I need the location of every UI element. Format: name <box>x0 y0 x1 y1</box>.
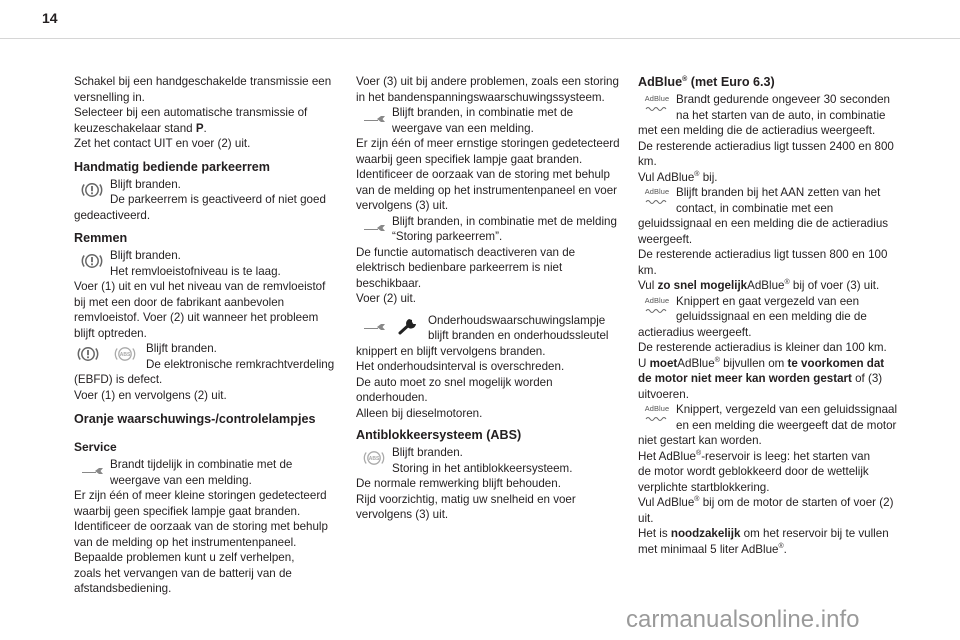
bold-text: de motor niet meer kan worden gestart <box>638 372 852 385</box>
svg-text:ABS: ABS <box>119 352 131 358</box>
registered-mark: ® <box>694 496 700 504</box>
intro-line: versnelling in. <box>74 90 145 104</box>
parking-brake-text <box>110 177 326 208</box>
intro-dot: . <box>203 121 207 135</box>
text-line <box>638 356 906 372</box>
text-line: Identificeer de oorzaak van de storing met behulp <box>356 168 610 181</box>
adblue-entry-3 <box>638 294 906 325</box>
text-line <box>638 526 906 542</box>
text-line: km. <box>638 155 657 168</box>
text-line: waarbij geen specifiek lampje gaat branden. <box>74 504 301 518</box>
maintenance-text <box>428 313 608 344</box>
text-line: Blijft branden, in combinatie met de <box>392 106 574 119</box>
service-severe-text <box>392 105 573 136</box>
text-line: “Storing parkeerrem”. <box>392 230 503 243</box>
text-line: Onderhoudswaarschuwingslampje <box>428 313 606 327</box>
text: AdBlue <box>747 279 785 292</box>
intro-text: keuzeschakelaar stand <box>74 121 196 135</box>
text-line: weergeeft. <box>638 232 693 246</box>
text-line <box>638 495 906 511</box>
text-line: uit. <box>638 511 654 525</box>
brake-fluid-entry <box>74 248 346 279</box>
parking-brake-heading: Handmatig bediende parkeerrem <box>74 159 270 174</box>
text-line: actieradius weergeeft. <box>638 325 752 339</box>
text-line: Blijft branden. <box>146 342 217 355</box>
abs-icon <box>115 348 134 360</box>
ebfd-text <box>146 341 334 372</box>
text-line: Knippert, vergezeld van een geluidssignaal <box>676 403 898 416</box>
column-2 <box>356 74 628 523</box>
text: met minimaal 5 liter AdBlue <box>638 542 779 556</box>
text-line: bij met een door de fabrikant aanbevolen <box>74 295 285 309</box>
text-line: De elektronische remkrachtverdeling <box>146 357 335 371</box>
text-line <box>638 278 906 294</box>
adblue-heading <box>638 74 906 90</box>
text-line: blijft optreden. <box>74 326 147 340</box>
text-line: remvloeistof. Voer (2) uit wanneer het probleem <box>74 311 319 324</box>
text: . <box>783 542 787 556</box>
text-line: De resterende actieradius ligt tussen 800 en 100 <box>638 248 888 261</box>
text-line: geluidssignaal en een melding die de <box>676 310 867 323</box>
text-line: afstandsbediening. <box>74 582 172 595</box>
intro-line: Zet het contact UIT en voer (2) uit. <box>74 137 251 150</box>
text: bij. <box>699 170 718 184</box>
wrench-icon <box>356 106 392 130</box>
brake-warning-icon <box>74 178 110 202</box>
text-line: waarbij geen specifiek lampje gaat branden. <box>356 152 583 166</box>
text-line: de motor wordt geblokkeerd door de wettelijk <box>638 465 869 478</box>
wrench-icon <box>356 215 392 239</box>
gear-position: P <box>195 121 204 135</box>
registered-mark: ® <box>696 449 702 457</box>
text-line: vervolgens (3) uit. <box>356 508 449 521</box>
registered-mark: ® <box>694 170 700 178</box>
text-line: Blijft branden. <box>110 249 181 262</box>
text-line: niet gestart kan worden. <box>638 434 762 447</box>
service-severe-entry <box>356 105 628 136</box>
abs-text <box>392 445 572 476</box>
text-line: contact, in combinatie met een <box>676 201 834 215</box>
adblue-entry-3-text <box>676 294 867 325</box>
adblue-icon <box>638 404 676 421</box>
abs-heading: Antiblokkeersysteem (ABS) <box>356 428 522 442</box>
text: of (3) <box>851 372 883 385</box>
text-line: weergave van een melding. <box>392 121 534 135</box>
parking-fault-text <box>392 214 617 245</box>
text-line: knippert en blijft vervolgens branden. <box>356 344 546 358</box>
abs-icon <box>356 446 392 470</box>
text-line: De parkeerrem is geactiveerd of niet goed <box>110 193 326 206</box>
adblue-icon <box>638 296 676 313</box>
text-line: (EBFD) is defect. <box>74 373 163 386</box>
text: Vul <box>638 279 658 292</box>
text-line: Identificeer de oorzaak van de storing met behulp <box>74 520 328 533</box>
text-line: Rijd voorzichtig, matig uw snelheid en voer <box>356 492 576 506</box>
text-line: Er zijn één of meer kleine storingen gedetecteerd <box>74 489 327 502</box>
registered-mark: ® <box>778 542 784 550</box>
brake-fluid-text <box>110 248 281 279</box>
text-line: zoals het vervangen van de batterij van de <box>74 566 292 580</box>
text-line: blijft branden en onderhoudssleutel <box>428 329 609 342</box>
adblue-icon-label: AdBlue <box>644 187 670 196</box>
text-line: na het starten van de auto, in combinatie <box>676 108 886 122</box>
service-key-icon <box>400 319 416 333</box>
text-line: De functie automatisch deactiveren van de <box>356 245 576 259</box>
adblue-icon-label: AdBlue <box>644 404 670 413</box>
bold-text: moet <box>649 356 678 370</box>
heading-text: (met Euro 6.3) <box>687 75 775 89</box>
text-line: in het bandenspanningswaarschuwingssysteem. <box>356 90 605 104</box>
bold-text: te voorkomen dat <box>787 356 885 370</box>
text: bij of voer (3) uit. <box>789 279 880 292</box>
adblue-icon <box>638 187 676 204</box>
intro-line <box>74 121 346 137</box>
adblue-icon-label: AdBlue <box>644 295 670 305</box>
heading-text: AdBlue <box>638 75 683 89</box>
abs-entry <box>356 445 628 476</box>
text-line: Voer (1) uit en vul het niveau van de remvloeistof <box>74 280 326 293</box>
adblue-entry-2 <box>638 185 906 216</box>
text: Het AdBlue <box>638 449 697 463</box>
text-line: Brandt gedurende ongeveer 30 seconden <box>676 93 891 106</box>
text-line: Alleen bij dieselmotoren. <box>356 406 483 420</box>
text-line: Storing in het antiblokkeersysteem. <box>392 461 573 475</box>
page-number: 14 <box>42 10 58 26</box>
text-line: De resterende actieradius ligt tussen 2400 en 800 <box>638 139 894 153</box>
text-line: Blijft branden. <box>110 177 181 191</box>
intro-line: Selecteer bij een automatische transmissie of <box>74 106 308 119</box>
text-line: Bepaalde problemen kunt u zelf verhelpen, <box>74 551 295 564</box>
text-line: Voer (3) uit bij andere problemen, zoals een storing <box>356 75 619 88</box>
text-line: weergave van een melding. <box>110 473 252 487</box>
orange-lamps-heading: Oranje waarschuwings-/controlelampjes <box>74 412 316 426</box>
text-line: en een melding die weergeeft dat de motor <box>676 418 897 432</box>
text-line: Blijft branden bij het AAN zetten van het <box>676 186 881 199</box>
adblue-entry-1 <box>638 92 906 123</box>
adblue-entry-1-text <box>676 92 890 123</box>
text-line: van de melding op het instrumentenpaneel en voer <box>356 183 618 197</box>
text-line: Voer (1) en vervolgens (2) uit. <box>74 388 227 402</box>
wrench-icon <box>74 458 110 482</box>
intro-line: Schakel bij een handgeschakelde transmissie een <box>74 75 332 88</box>
wrench-icon <box>364 324 385 330</box>
text: -reservoir is leeg: het starten van <box>701 449 871 463</box>
text: Het is <box>638 527 671 540</box>
adblue-icon-label: AdBlue <box>644 94 670 103</box>
text-line: elektrisch bedienbare parkeerrem is niet <box>356 261 563 274</box>
registered-mark: ® <box>784 279 790 287</box>
brake-warning-icon <box>78 348 97 360</box>
text: Vul AdBlue <box>638 496 695 509</box>
brake-abs-icons <box>74 342 146 366</box>
text-line: Brandt tijdelijk in combinatie met de <box>110 458 293 471</box>
text-line: gedeactiveerd. <box>74 208 151 222</box>
text-line: Voer (2) uit. <box>356 292 416 305</box>
header-divider <box>0 38 960 39</box>
adblue-entry-4 <box>638 402 906 433</box>
text-line: De normale remwerking blijft behouden. <box>356 477 561 490</box>
service-text <box>110 457 292 488</box>
text-line: geluidssignaal en een melding die de actieradius <box>638 217 889 230</box>
service-heading: Service <box>74 440 117 454</box>
text-line: beschikbaar. <box>356 276 422 290</box>
text-line: Het remvloeistofniveau is te laag. <box>110 264 281 278</box>
text-line <box>638 449 906 465</box>
registered-mark: ® <box>714 356 720 364</box>
adblue-entry-2-text <box>676 185 880 216</box>
text-line: Knippert en gaat vergezeld van een <box>676 294 860 308</box>
text: AdBlue <box>677 356 715 370</box>
text-line: uitvoeren. <box>638 387 689 401</box>
parking-brake-entry <box>74 177 346 208</box>
text: Vul AdBlue <box>638 170 695 184</box>
service-entry <box>74 457 346 488</box>
maintenance-entry <box>356 313 628 344</box>
text-line: verplichte startblokkering. <box>638 480 770 494</box>
text: om het reservoir bij te vullen <box>740 527 889 540</box>
bold-text: noodzakelijk <box>670 527 741 540</box>
maintenance-icons <box>356 314 428 338</box>
text-line: Blijft branden, in combinatie met de melding <box>392 214 617 228</box>
text-line <box>638 170 906 186</box>
column-1 <box>74 74 346 597</box>
text-line: Het onderhoudsinterval is overschreden. <box>356 360 565 373</box>
text: bijvullen om <box>719 356 788 370</box>
text-line <box>638 371 906 387</box>
text-line <box>638 542 906 558</box>
text-line: van de melding op het instrumentenpaneel. <box>74 535 297 549</box>
bold-text: zo snel mogelijk <box>657 279 748 292</box>
parking-fault-entry <box>356 214 628 245</box>
text-line: Er zijn één of meer ernstige storingen gedetecteerd <box>356 137 620 150</box>
text-line: onderhouden. <box>356 391 428 404</box>
text-line: De resterende actieradius is kleiner dan 100 km. <box>638 341 887 354</box>
text-line: met een melding die de actieradius weergeeft. <box>638 124 876 137</box>
text-line: vervolgens (3) uit. <box>356 199 449 212</box>
watermark: carmanualsonline.info <box>626 606 860 633</box>
column-3 <box>638 74 906 557</box>
brake-warning-icon <box>74 249 110 273</box>
svg-text:ABS: ABS <box>368 456 380 462</box>
text: U <box>638 356 650 370</box>
registered-mark: ® <box>682 75 688 83</box>
text: bij om de motor de starten of voer (2) <box>699 496 894 509</box>
ebfd-entry <box>74 341 346 372</box>
text-line: De auto moet zo snel mogelijk worden <box>356 375 553 389</box>
text-line: km. <box>638 263 657 277</box>
brakes-heading: Remmen <box>74 231 128 245</box>
adblue-icon <box>638 94 676 111</box>
adblue-entry-4-text <box>676 402 897 433</box>
text-line: Blijft branden. <box>392 446 463 459</box>
